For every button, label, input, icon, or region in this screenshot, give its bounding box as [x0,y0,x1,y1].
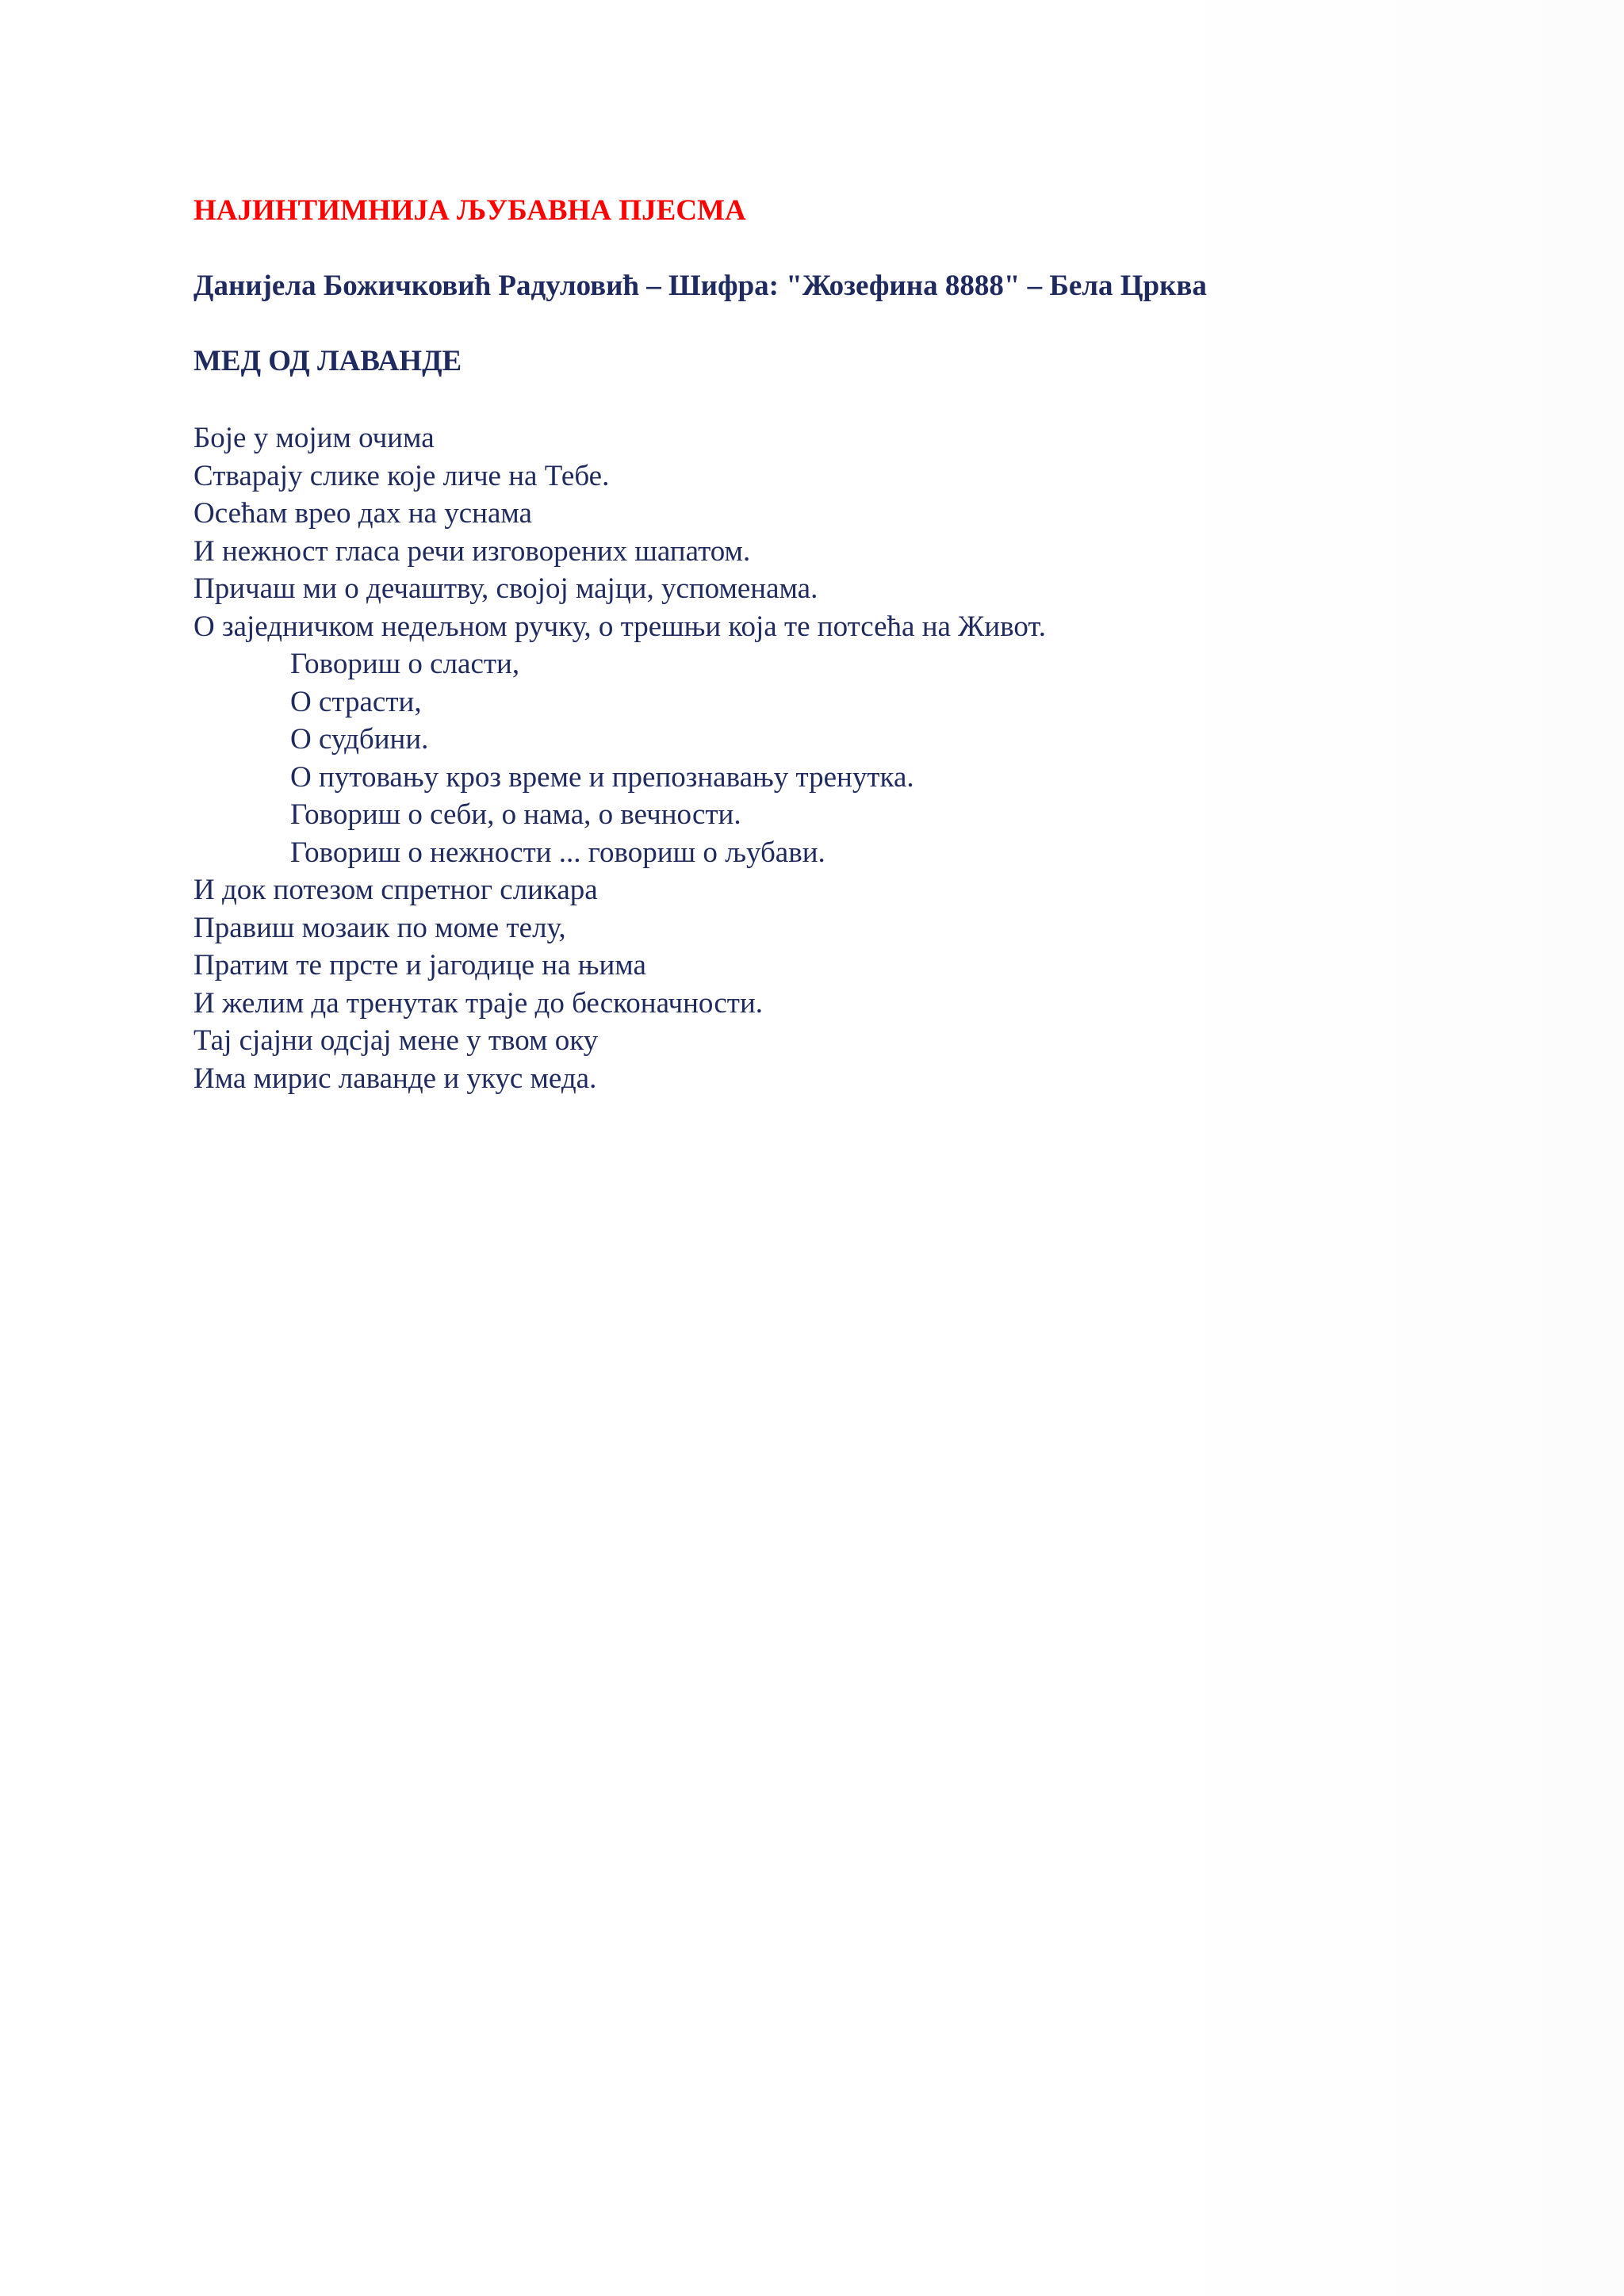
poem-line-indented: О путовању кроз време и препознавању тренутка. [290,760,914,794]
poem-line: Има мирис лаванде и укус меда. [193,1062,597,1095]
poem-line-indented: Говориш о сласти, [290,648,520,680]
document-body [193,193,1478,1097]
poem-line-indented: Говориш о себи, о нама, о вечности. [290,798,741,831]
poem-line: Осећам врео дах на уснама [193,497,532,530]
poem-line: Боје у мојим очима [193,422,435,454]
poem-text [193,419,1478,1097]
competition-title: НАЈИНТИМНИЈА ЉУБАВНА ПЈЕСМА [193,194,746,227]
poem-line-indented: О страсти, [290,685,422,718]
poem-line: И желим да тренутак траје до бесконачности. [193,986,763,1020]
poem-line: Пратим те прсте и јагодице на њима [193,949,646,982]
poem-line: И нежност гласа речи изговорених шапатом. [193,534,751,568]
author-line: Данијела Божичковић Радуловић – Шифра: "Жозефина 8888" – Бела Црква [193,270,1207,302]
poem-line: Причаш ми о дечаштву, својој мајци, успоменама. [193,572,818,605]
poem-line: Тај сјајни одсјај мене у твом оку [193,1024,599,1057]
poem-line: О заједничком недељном ручку, о трешњи која те потсећа на Живот. [193,610,1047,643]
poem-line-indented: О судбини. [290,723,429,756]
poem-line: Стварају слике које личе на Тебе. [193,459,610,492]
poem-line: И док потезом спретног сликара [193,874,598,906]
poem-title: МЕД ОД ЛАВАНДЕ [193,345,462,377]
poem-line-indented: Говориш о нежности ... говориш о љубави. [290,836,825,869]
poem-line: Правиш мозаик по моме телу, [193,911,566,944]
